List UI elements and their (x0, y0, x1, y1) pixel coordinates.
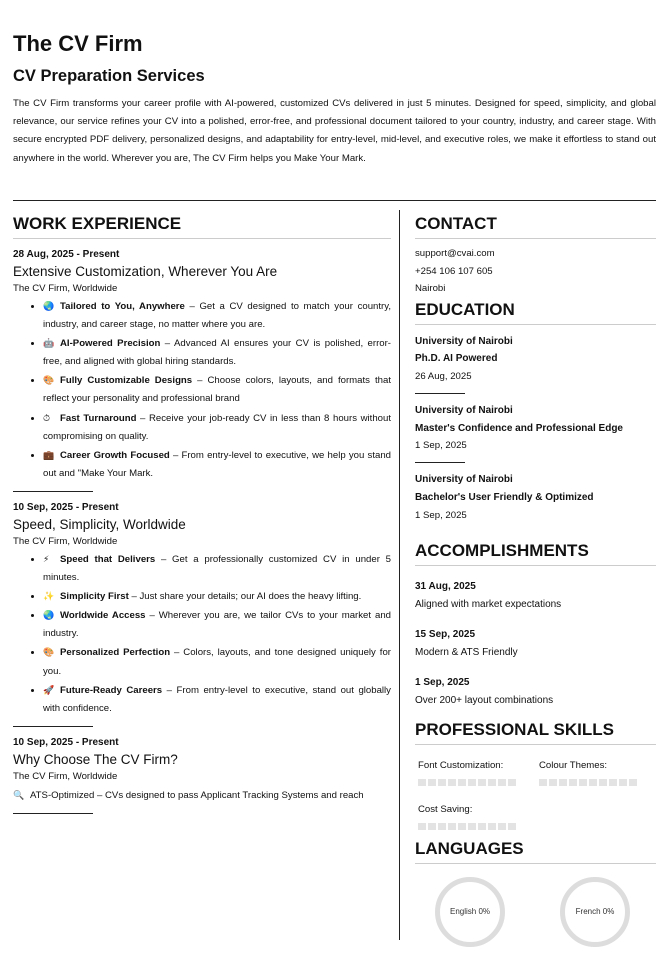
skill-item (415, 803, 525, 830)
language-ring (560, 877, 630, 947)
contact-block (415, 245, 656, 298)
job-date: 10 Sep, 2025 - Present (13, 501, 119, 513)
list-item (43, 550, 391, 587)
edu-school: University of Nairobi (415, 404, 513, 416)
edu-date: 26 Aug, 2025 (415, 371, 472, 383)
accomplishment-date: 1 Sep, 2025 (415, 676, 470, 688)
accomplishment-date: 31 Aug, 2025 (415, 580, 476, 592)
accomplishment-item (415, 674, 656, 710)
list-item (43, 681, 391, 718)
edu-school: University of Nairobi (415, 335, 513, 347)
contact-phone[interactable]: +254 106 107 605 (415, 265, 493, 277)
edu-date: 1 Sep, 2025 (415, 440, 467, 452)
languages-grid (415, 872, 656, 962)
skills-grid (415, 753, 656, 863)
globe-icon: 🌏 (43, 610, 55, 621)
accomplishment-text: Aligned with market expectations (415, 598, 562, 610)
edu-degree: Master's Confidence and Professional Edge (415, 422, 623, 434)
sparkles-icon: ✨ (43, 591, 55, 602)
tagline: CV Preparation Services (13, 67, 205, 85)
language-label: English 0% (449, 906, 491, 916)
contact-title: CONTACT (415, 212, 656, 239)
list-item (43, 606, 391, 643)
bullet-text: – Advanced AI ensures your CV is polished, error-free, and aligned with global hiring standards. (43, 338, 392, 368)
bullet-heading: Fully Customizable Designs (60, 375, 193, 387)
list-item (43, 446, 391, 483)
education-title: EDUCATION (415, 298, 656, 325)
globe-icon: 🌏 (43, 301, 55, 311)
briefcase-icon: 💼 (43, 449, 55, 460)
summary: The CV Firm transforms your career profile with AI-powered, customized CVs delivered in just 5 minutes. Designed for speed, simplicity, and global relevance, our service refines your CV into a polished, error-free, and professional document tailored to your country, industry, and career stage. With secure encrypted PDF delivery, personalized designs, and adaptability for entry-level, mid-level, and executive roles, we make it effortless to stand out anywhere in the world. Wherever you are, The CV Firm helps you Make Your Mark. (13, 98, 656, 164)
skill-item (536, 759, 646, 786)
list-item (43, 643, 391, 680)
accomplishment-item (415, 626, 656, 662)
education-entry (415, 333, 656, 394)
bullet-text: – Get a professionally customized CV in under 5 minutes. (43, 553, 391, 584)
skill-label: Font Customization: (418, 759, 504, 771)
job-title: Extensive Customization, Wherever You Are (13, 264, 278, 279)
job-divider (13, 813, 93, 814)
job-description (13, 786, 391, 805)
bullet-heading: Fast Turnaround (60, 412, 137, 424)
education-entry (415, 471, 656, 524)
bullet-text: – Just share your details; our AI does the heavy lifting. (128, 591, 362, 603)
list-item (43, 587, 391, 606)
edu-degree: Ph.D. AI Powered (415, 353, 498, 365)
job-entry (13, 736, 391, 814)
bullet-text: – From entry-level to executive, we help you stand out and "Make Your Mark. (43, 449, 391, 479)
bullet-heading: Speed that Delivers (60, 553, 156, 565)
job-company: The CV Firm, Worldwide (13, 535, 118, 547)
language-label: French 0% (575, 906, 615, 916)
palette-icon: 🎨 (43, 647, 55, 658)
education-entry (415, 402, 656, 463)
accomplishment-item (415, 578, 656, 614)
skill-level-bar (418, 779, 525, 786)
edu-divider (415, 462, 465, 463)
list-item (43, 297, 391, 334)
languages-title: LANGUAGES (415, 837, 656, 864)
header-divider (13, 200, 656, 201)
rocket-icon: 🚀 (43, 684, 55, 695)
job-company: The CV Firm, Worldwide (13, 770, 118, 782)
skill-label: Cost Saving: (418, 803, 473, 815)
bullet-text: – Get a CV designed to match your country, industry, and career stage, no matter where you are. (43, 301, 391, 331)
job-entry (13, 248, 391, 492)
job-date: 10 Sep, 2025 - Present (13, 736, 119, 748)
palette-icon: 🎨 (43, 375, 55, 386)
bullet-heading: Worldwide Access (60, 610, 146, 622)
list-item (43, 334, 391, 371)
left-column (13, 212, 391, 814)
job-description-text: ATS-Optimized – CVs designed to pass Applicant Tracking Systems and reach (30, 789, 364, 801)
cv-header (13, 30, 656, 168)
magnifier-icon: 🔍 (13, 789, 25, 800)
language-ring (435, 877, 505, 947)
contact-city: Nairobi (415, 283, 446, 294)
lightning-icon: ⚡ (43, 553, 50, 564)
company-name: The CV Firm (13, 31, 143, 56)
edu-degree: Bachelor's User Friendly & Optimized (415, 492, 594, 504)
job-divider (13, 491, 93, 492)
work-experience-title: WORK EXPERIENCE (13, 212, 391, 239)
skill-level-bar (539, 779, 646, 786)
job-title: Why Choose The CV Firm? (13, 751, 178, 767)
edu-date: 1 Sep, 2025 (415, 509, 467, 521)
list-item (43, 409, 391, 446)
bullet-heading: Simplicity First (60, 591, 129, 603)
job-bullets (13, 550, 391, 718)
stopwatch-icon: ⏱ (43, 412, 51, 423)
bullet-text: – Choose colors, layouts, and formats that reflect your personality and professional brand (43, 375, 391, 405)
bullet-heading: Personalized Perfection (60, 647, 171, 659)
accomplishment-date: 15 Sep, 2025 (415, 628, 476, 640)
accomplishment-text: Modern & ATS Friendly (415, 646, 518, 658)
job-date: 28 Aug, 2025 - Present (13, 249, 120, 260)
skills-title: PROFESSIONAL SKILLS (415, 718, 656, 745)
job-title: Speed, Simplicity, Worldwide (13, 516, 186, 532)
bullet-text: – Colors, layouts, and tone designed uniquely for you. (43, 647, 392, 677)
skill-level-bar (418, 823, 525, 830)
list-item (43, 371, 391, 408)
accomplishment-text: Over 200+ layout combinations (415, 694, 554, 706)
robot-icon: 🤖 (43, 338, 55, 349)
skill-item (415, 759, 525, 786)
edu-school: University of Nairobi (415, 474, 513, 486)
bullet-text: – From entry-level to executive, stand out globally with confidence. (43, 684, 391, 714)
bullet-heading: Career Growth Focused (60, 449, 170, 461)
bullet-heading: Tailored to You, Anywhere (60, 301, 185, 312)
job-company: The CV Firm, Worldwide (13, 283, 118, 294)
bullet-heading: AI-Powered Precision (60, 338, 161, 350)
right-column (415, 212, 656, 962)
job-divider (13, 726, 93, 727)
bullet-text: – Wherever you are, we tailor CVs to your market and industry. (43, 610, 391, 640)
column-divider (399, 210, 400, 940)
bullet-text: – Receive your job-ready CV in less than 8 hours without compromising on quality. (43, 412, 391, 442)
skill-label: Colour Themes: (539, 759, 608, 771)
bullet-heading: Future-Ready Careers (60, 684, 163, 696)
contact-email[interactable]: support@cvai.com (415, 248, 495, 259)
job-bullets (13, 297, 391, 483)
edu-divider (415, 393, 465, 394)
job-entry (13, 501, 391, 727)
accomplishments-title: ACCOMPLISHMENTS (415, 539, 656, 566)
